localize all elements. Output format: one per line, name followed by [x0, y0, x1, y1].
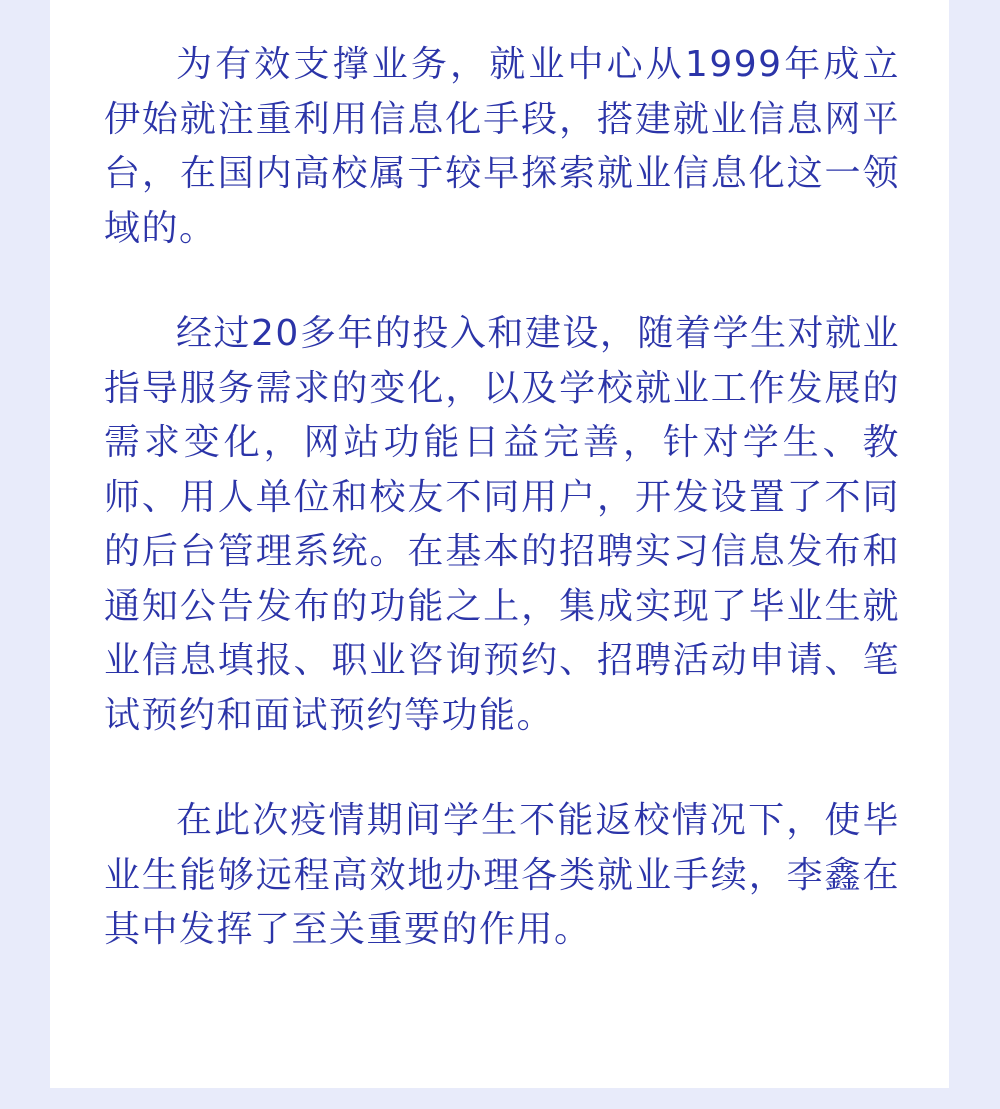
article-paragraph-1: 为有效支撑业务，就业中心从1999年成立伊始就注重利用信息化手段，搭建就业信息网平台，在国内高校属于较早探索就业信息化这一领域的。 [104, 44, 900, 249]
article-body [104, 38, 900, 958]
article-paragraph-3: 在此次疫情期间学生不能返校情况下，使毕业生能够远程高效地办理各类就业手续，李鑫在其中发挥了至关重要的作用。 [104, 800, 900, 950]
article-paragraph-2: 经过20多年的投入和建设，随着学生对就业指导服务需求的变化，以及学校就业工作发展的需求变化，网站功能日益完善，针对学生、教师、用人单位和校友不同用户，开发设置了不同的后台管理系统。在基本的招聘实习信息发布和通知公告发布的功能之上，集成实现了毕业生就业信息填报、职业咨询预约、招聘活动申请、笔试预约和面试预约等功能。 [104, 313, 900, 736]
